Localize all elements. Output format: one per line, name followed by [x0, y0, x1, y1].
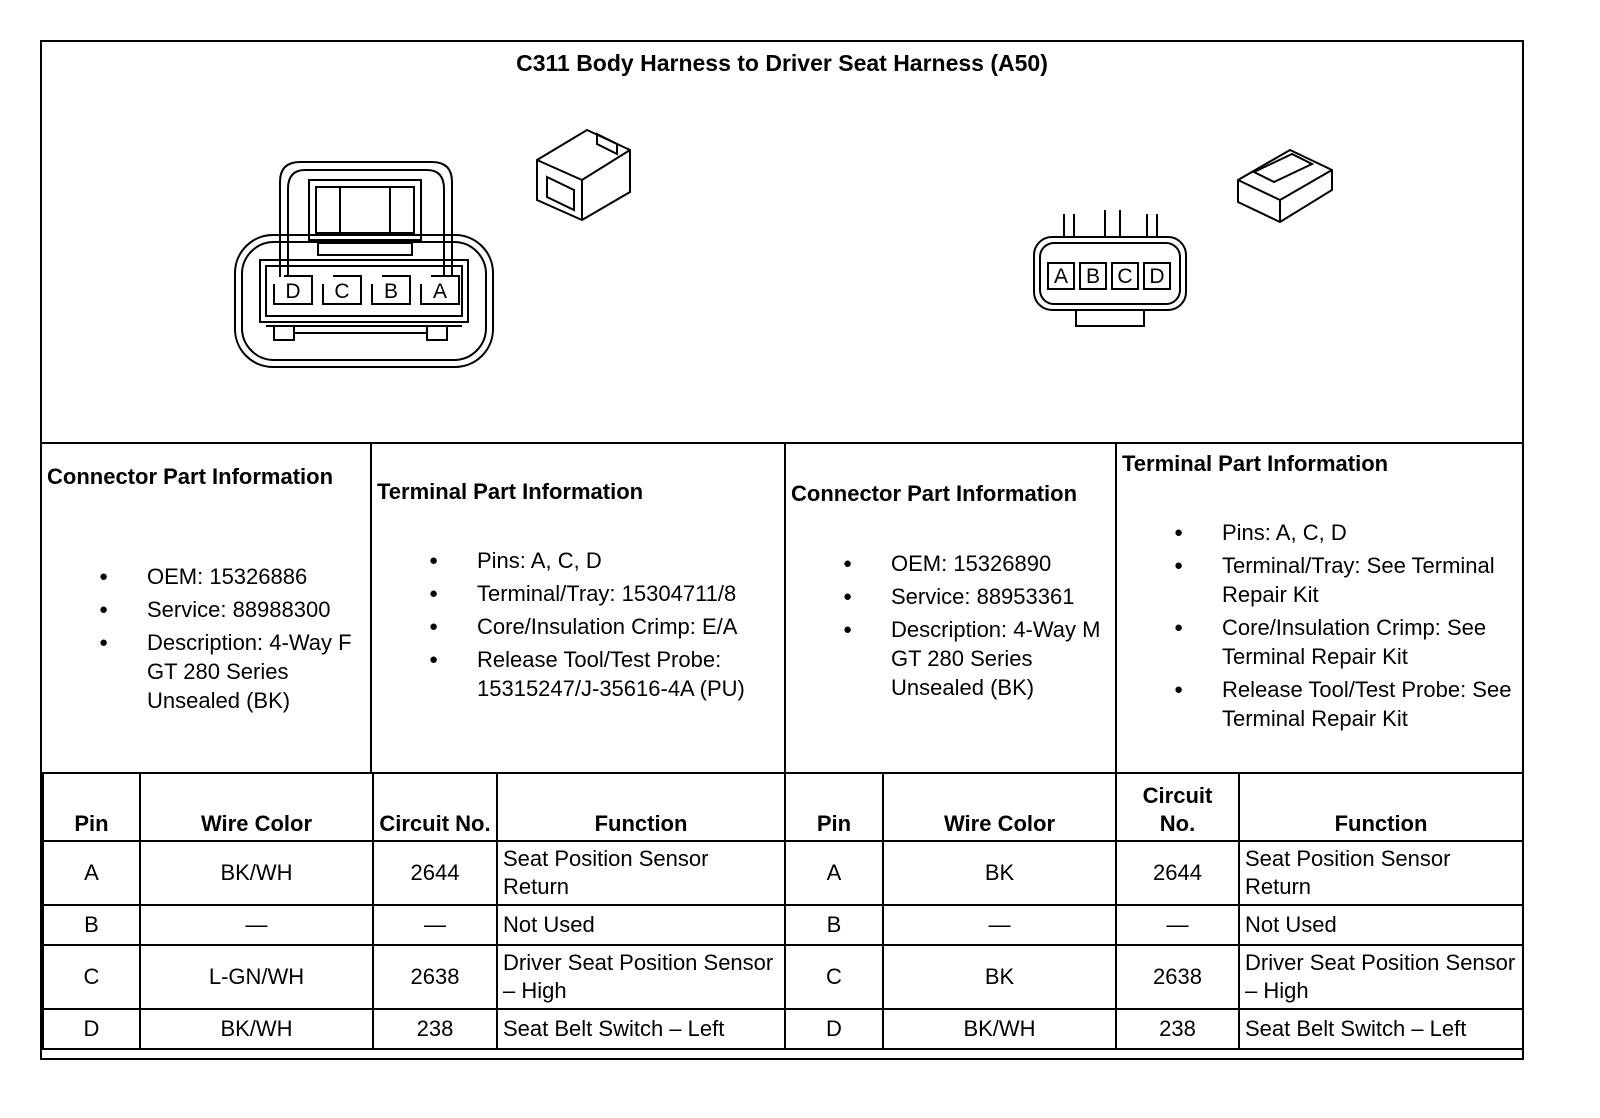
table-header-row	[43, 773, 1523, 841]
cell-pin: C	[785, 945, 883, 1009]
cell-circuit: 2644	[373, 841, 497, 905]
table-row	[43, 905, 1523, 945]
cavity-label: D	[1149, 265, 1165, 288]
cell-function: Driver Seat Position Sensor – High	[497, 945, 785, 1009]
header-pin: Pin	[43, 773, 140, 841]
header-circuit: Circuit No.	[373, 773, 497, 841]
pinout-sheet	[40, 40, 1524, 1060]
cell-pin: A	[785, 841, 883, 905]
male-connector-iso-drawing	[1238, 150, 1332, 222]
cell-pin: B	[785, 905, 883, 945]
info-list-item: ● Pins: A, C, D	[377, 546, 787, 575]
info-list-item: ● Pins: A, C, D	[1122, 518, 1522, 547]
cavity-label: B	[1085, 265, 1101, 288]
male-connector-info-heading: Connector Part Information	[791, 481, 1078, 506]
info-list-item: ● Core/Insulation Crimp: See Terminal Repair Kit	[1122, 613, 1522, 671]
header-function: Function	[497, 773, 785, 841]
info-list-item: ● OEM: 15326886	[47, 562, 367, 591]
cavity-label: A	[432, 280, 448, 303]
cell-pin: B	[43, 905, 140, 945]
cell-wire-color: BK/WH	[883, 1009, 1116, 1049]
info-list-item: ● Description: 4-Way M GT 280 Series Unsealed (BK)	[791, 615, 1111, 702]
info-list-item: ● Terminal/Tray: See Terminal Repair Kit	[1122, 551, 1522, 609]
header-wire-color: Wire Color	[140, 773, 373, 841]
info-list-item: ● Service: 88953361	[791, 582, 1111, 611]
cell-circuit: —	[1116, 905, 1239, 945]
header-pin: Pin	[785, 773, 883, 841]
cell-function: Seat Belt Switch – Left	[1239, 1009, 1523, 1049]
female-connector-iso-drawing	[537, 130, 630, 220]
info-list-item: ● Core/Insulation Crimp: E/A	[377, 612, 787, 641]
male-terminal-info-heading: Terminal Part Information	[1122, 451, 1389, 476]
female-connector-info-heading: Connector Part Information	[47, 464, 334, 489]
cell-pin: A	[43, 841, 140, 905]
cell-function: Not Used	[1239, 905, 1523, 945]
pinout-table	[42, 772, 1524, 1050]
cell-function: Seat Position Sensor Return	[1239, 841, 1523, 905]
info-list-item: ● Terminal/Tray: 15304711/8	[377, 579, 787, 608]
cell-pin: D	[785, 1009, 883, 1049]
female-connector-face-drawing	[235, 162, 493, 367]
cell-wire-color: BK/WH	[140, 841, 373, 905]
info-list-item: ● Release Tool/Test Probe: 15315247/J-35616-4A (PU)	[377, 645, 787, 703]
cell-pin: D	[43, 1009, 140, 1049]
header-wire-color: Wire Color	[883, 773, 1116, 841]
cell-circuit: 2644	[1116, 841, 1239, 905]
table-row	[43, 841, 1523, 905]
page-title: C311 Body Harness to Driver Seat Harness (A50)	[516, 50, 1048, 76]
info-list-item: ● OEM: 15326890	[791, 549, 1111, 578]
cell-circuit: —	[373, 905, 497, 945]
header-function: Function	[1239, 773, 1523, 841]
female-terminal-info-heading: Terminal Part Information	[377, 479, 644, 504]
cell-wire-color: BK/WH	[140, 1009, 373, 1049]
header-circuit: Circuit No.	[1116, 773, 1239, 841]
cell-wire-color: BK	[883, 945, 1116, 1009]
cavity-label: C	[1117, 265, 1133, 288]
cavity-label: C	[334, 280, 350, 303]
male-terminal-info-list	[1122, 518, 1522, 737]
cell-wire-color: L-GN/WH	[140, 945, 373, 1009]
cell-function: Seat Belt Switch – Left	[497, 1009, 785, 1049]
cell-pin: C	[43, 945, 140, 1009]
cell-wire-color: —	[883, 905, 1116, 945]
table-row	[43, 945, 1523, 1009]
cell-function: Not Used	[497, 905, 785, 945]
cell-function: Seat Position Sensor Return	[497, 841, 785, 905]
cell-circuit: 2638	[373, 945, 497, 1009]
cavity-label: D	[285, 280, 301, 303]
info-list-item: ● Service: 88988300	[47, 595, 367, 624]
female-cavity-labels	[274, 276, 459, 304]
connector-drawings	[42, 42, 1522, 444]
female-connector-info-list	[47, 562, 367, 719]
cell-circuit: 238	[373, 1009, 497, 1049]
cell-circuit: 238	[1116, 1009, 1239, 1049]
info-list-item: ● Description: 4-Way F GT 280 Series Unsealed (BK)	[47, 628, 367, 715]
male-cavity-labels	[1048, 263, 1170, 289]
cell-circuit: 2638	[1116, 945, 1239, 1009]
table-row	[43, 1009, 1523, 1049]
cell-function: Driver Seat Position Sensor – High	[1239, 945, 1523, 1009]
male-connector-info-list	[791, 549, 1111, 706]
cell-wire-color: BK	[883, 841, 1116, 905]
info-list-item: ● Release Tool/Test Probe: See Terminal Repair Kit	[1122, 675, 1522, 733]
female-terminal-info-list	[377, 546, 787, 707]
cavity-label: A	[1053, 265, 1069, 288]
cavity-label: B	[383, 280, 399, 303]
cell-wire-color: —	[140, 905, 373, 945]
